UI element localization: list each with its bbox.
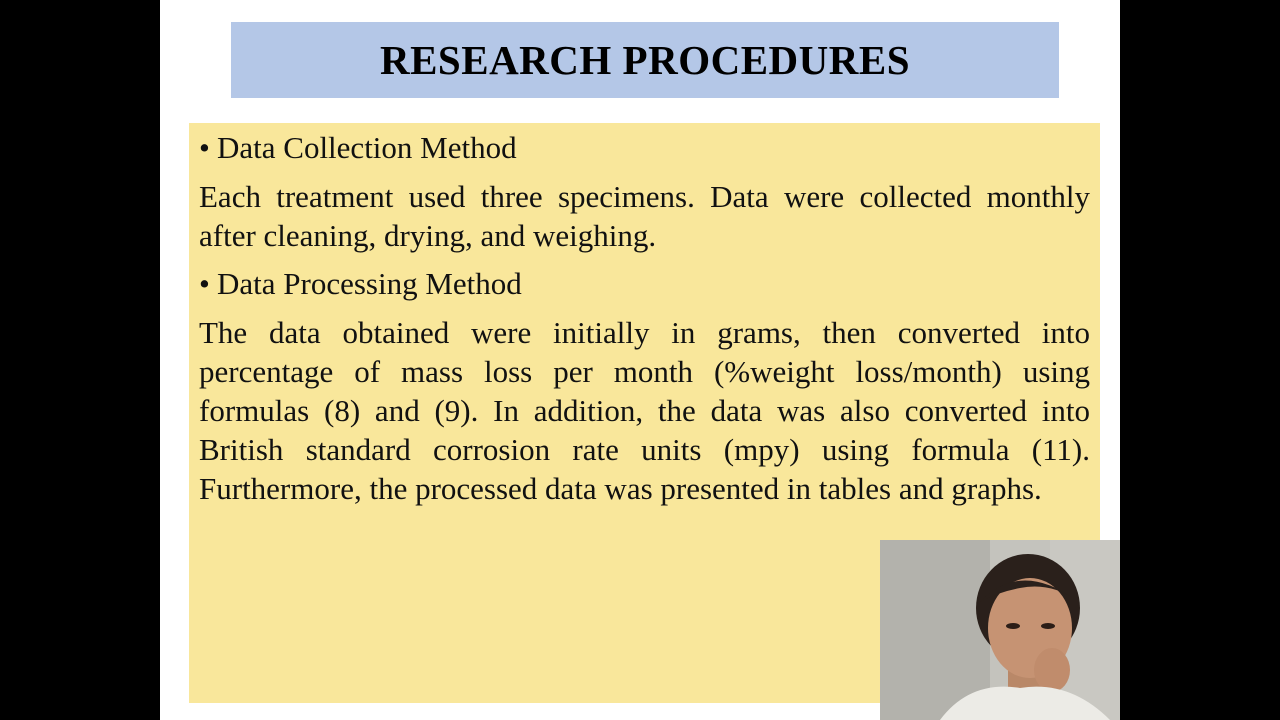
slide-title: RESEARCH PROCEDURES xyxy=(379,37,911,83)
paragraph-data-processing: The data obtained were initially in grams, then converted into percentage of mass loss per month (%weight loss/month) using formulas (8) and (9). In addition, the data was also converted into British standard corrosion rate units (mpy) using formula (11). Furthermore, the processed data was presented in tables and graphs. xyxy=(199,315,1090,506)
bullet-icon: • xyxy=(199,130,210,165)
paragraph-data-collection: Each treatment used three specimens. Data were collected monthly after cleaning, drying, and weighing. xyxy=(199,179,1090,253)
presenter-video-icon xyxy=(880,540,1120,720)
slide-title-bar xyxy=(231,22,1059,98)
bullet-heading-text: Data Collection Method xyxy=(217,130,517,165)
bullet-heading-data-processing xyxy=(199,265,1090,303)
bullet-heading-data-collection xyxy=(199,129,1090,167)
bullet-heading-text: Data Processing Method xyxy=(217,266,522,301)
presenter-webcam-overlay xyxy=(880,540,1120,720)
bullet-icon: • xyxy=(199,266,210,301)
